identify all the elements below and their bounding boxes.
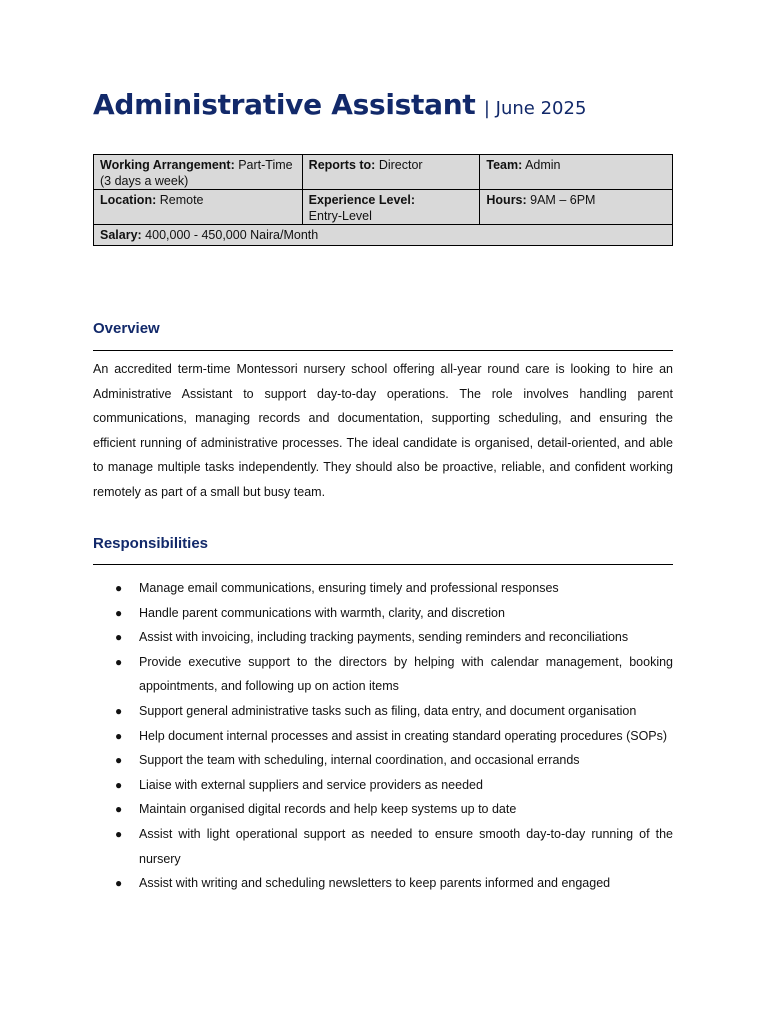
team-cell: Team: Admin: [480, 155, 673, 190]
list-item: [93, 601, 673, 626]
job-details-table: [93, 154, 673, 246]
overview-text: An accredited term-time Montessori nursery school offering all-year round care is looking to hire an Administrative Assistant to support day-to-day operations. The role involves handling parent communications, managing records and documentation, supporting scheduling, and ensuring the efficient running of administrative processes. The ideal candidate is organised, detail-oriented, and able to manage multiple tasks independently. They should also be proactive, reliable, and confident working remotely as part of a small but busy team.: [93, 362, 673, 499]
list-item: [93, 576, 673, 601]
responsibility-text: Manage email communications, ensuring timely and professional responses: [139, 581, 559, 595]
responsibility-text: Provide executive support to the directors by helping with calendar management, booking appointments, and following up on action items: [139, 654, 673, 694]
bullet-icon: ●: [115, 753, 123, 768]
bullet-icon: ●: [115, 703, 123, 718]
responsibility-text: Liaise with external suppliers and service providers as needed: [139, 777, 483, 792]
list-item: [93, 748, 673, 773]
list-item: [93, 699, 673, 724]
salary-cell: Salary: 400,000 - 450,000 Naira/Month: [94, 225, 673, 246]
responsibility-text: Handle parent communications with warmth, clarity, and discretion: [139, 605, 505, 620]
bullet-icon: ●: [115, 630, 123, 645]
responsibilities-list: [93, 576, 673, 896]
responsibility-text: Support the team with scheduling, internal coordination, and occasional errands: [139, 753, 580, 768]
hours-cell: Hours: 9AM – 6PM: [480, 190, 673, 225]
list-item: [93, 871, 673, 896]
bullet-icon: ●: [115, 728, 123, 743]
bullet-icon: ●: [115, 826, 123, 841]
responsibility-text: Assist with invoicing, including tracking payments, sending reminders and reconciliations: [139, 630, 629, 645]
overview-heading: Overview: [93, 320, 160, 337]
job-title: Administrative Assistant: [93, 88, 476, 121]
list-item: [93, 773, 673, 798]
responsibility-text: Help document internal processes and assist in creating standard operating procedures (SOPs): [139, 728, 668, 743]
list-item: [93, 822, 673, 871]
bullet-icon: ●: [115, 876, 123, 891]
responsibilities-divider: [93, 564, 673, 565]
bullet-icon: ●: [115, 802, 123, 817]
bullet-icon: ●: [115, 777, 123, 792]
bullet-icon: ●: [115, 654, 123, 669]
page-title: [93, 88, 586, 121]
list-item: [93, 797, 673, 822]
list-item: [93, 724, 673, 749]
bullet-icon: ●: [115, 605, 123, 620]
responsibility-text: Support general administrative tasks such as filing, data entry, and document organisation: [139, 703, 637, 718]
posting-date: | June 2025: [483, 98, 587, 119]
reports-to-cell: Reports to: Director: [302, 155, 480, 190]
location-cell: Location: Remote: [94, 190, 303, 225]
bullet-icon: ●: [115, 581, 123, 595]
overview-divider: [93, 350, 673, 351]
list-item: [93, 650, 673, 699]
experience-level-cell: Experience Level: Entry-Level: [302, 190, 480, 225]
responsibility-text: Assist with writing and scheduling newsletters to keep parents informed and engaged: [139, 876, 611, 891]
list-item: [93, 625, 673, 650]
responsibility-text: Maintain organised digital records and help keep systems up to date: [139, 802, 517, 817]
responsibility-text: Assist with light operational support as needed to ensure smooth day-to-day running of the nursery: [139, 826, 673, 866]
responsibilities-heading: Responsibilities: [93, 535, 209, 552]
working-arrangement-cell: Working Arrangement: Part-Time (3 days a week): [94, 155, 303, 190]
